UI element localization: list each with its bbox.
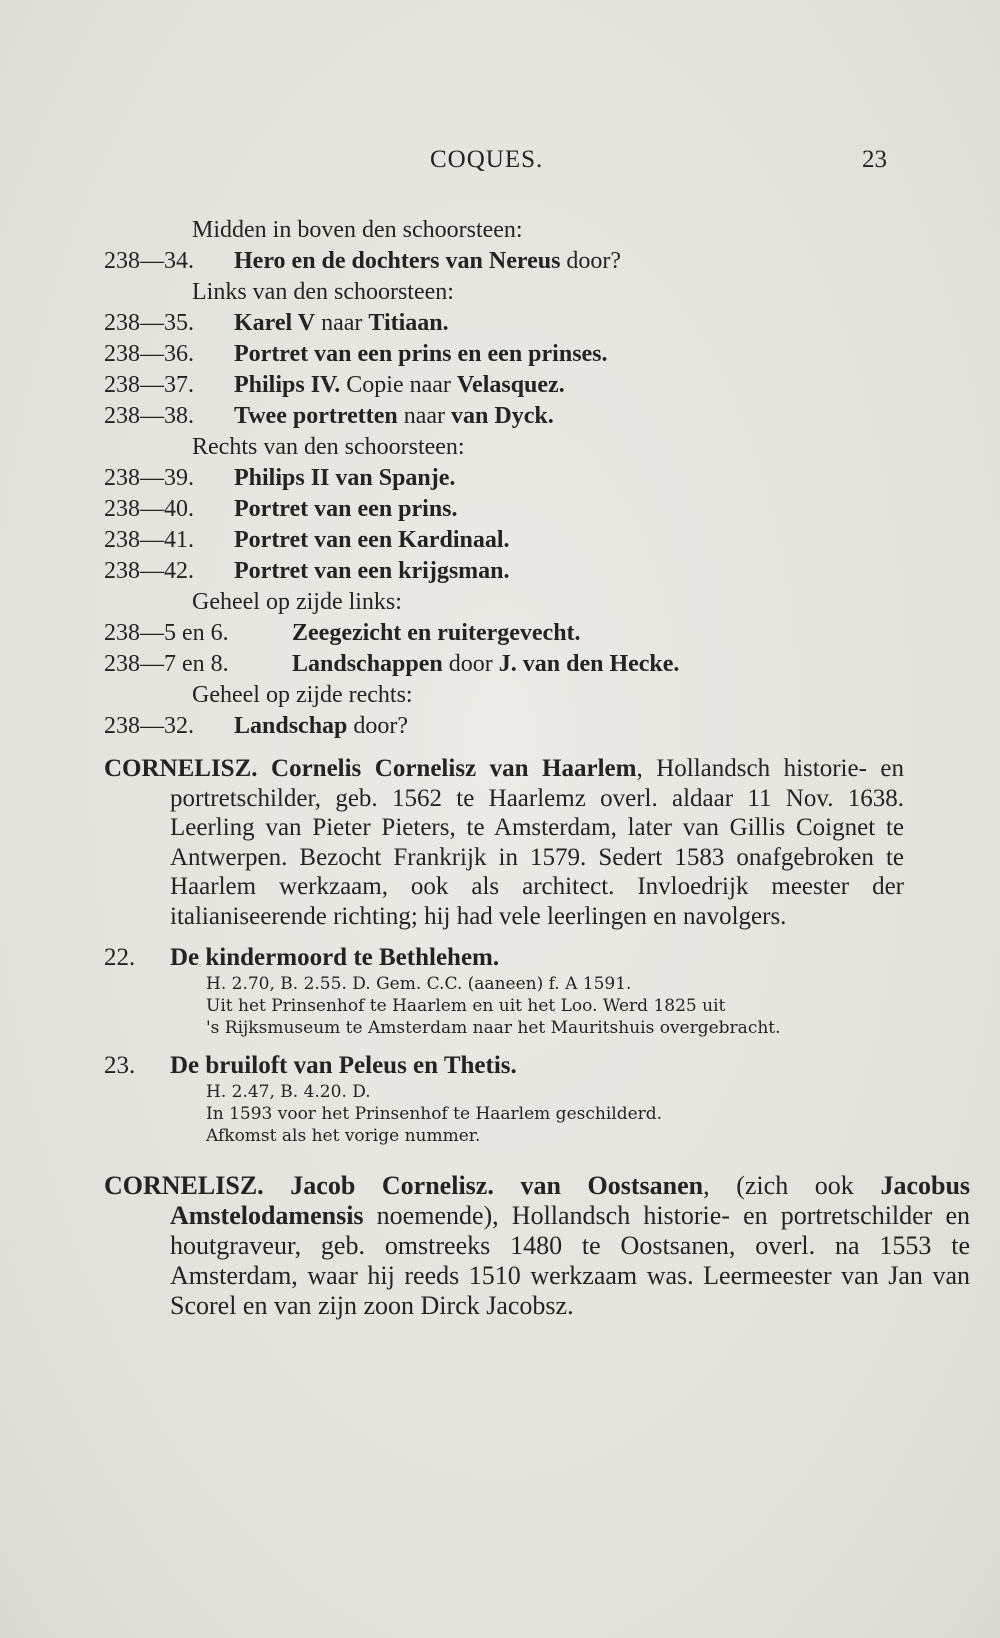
catalog-entry bbox=[104, 556, 904, 587]
lot-number: 238—38. bbox=[104, 403, 194, 429]
artwork-provenance: Afkomst als het vorige nummer. bbox=[206, 1126, 481, 1146]
catalog-entry bbox=[104, 494, 904, 525]
entry-title: Portret van een krijgsman. bbox=[234, 558, 510, 584]
catalog-entry bbox=[104, 401, 904, 432]
running-head: COQUES. bbox=[430, 146, 544, 173]
entry-title: Landschappen bbox=[292, 651, 443, 677]
artwork-provenance: 's Rijksmuseum te Amsterdam naar het Mauritshuis overgebracht. bbox=[206, 1018, 781, 1038]
entry-title: Landschap bbox=[234, 713, 348, 739]
catalog-entry bbox=[104, 525, 904, 556]
entry-master: J. van den Hecke. bbox=[498, 651, 680, 677]
catalog-entry bbox=[104, 463, 904, 494]
catalog-entry bbox=[104, 308, 904, 339]
artist-surname: CORNELISZ. bbox=[104, 755, 258, 782]
artist-surname: CORNELISZ. bbox=[104, 1171, 264, 1200]
artist-entry bbox=[104, 1171, 970, 1321]
section-heading-links: Links van den schoorsteen: bbox=[192, 279, 454, 305]
entry-title: Philips IV. bbox=[234, 372, 341, 398]
entry-master: Velasquez. bbox=[456, 372, 565, 398]
entry-attribution: door? bbox=[347, 713, 409, 739]
artwork-number: 23. bbox=[104, 1052, 136, 1079]
entry-title: Portret van een prins. bbox=[234, 496, 458, 522]
lot-number: 238—5 en 6. bbox=[104, 620, 229, 646]
artwork-details: H. 2.47, B. 4.20. D. bbox=[206, 1082, 371, 1102]
page-body bbox=[104, 215, 971, 1321]
page-header bbox=[0, 146, 1000, 176]
catalog-entry bbox=[104, 339, 904, 370]
catalog-entry bbox=[104, 618, 904, 649]
entry-title: Philips II van Spanje. bbox=[234, 465, 456, 491]
lot-number: 238—32. bbox=[104, 713, 194, 739]
catalog-entry bbox=[104, 711, 904, 742]
entry-connector: door bbox=[442, 651, 499, 677]
lot-number: 238—35. bbox=[104, 310, 194, 336]
catalog-entry bbox=[104, 649, 904, 680]
artist-biography: noemende), Hollandsch historie- en portretschilder en houtgraveur, geb. omstreeks 1480 te Oostsanen, overl. na 1553 te Amsterdam, waar hij reeds 1510 werkzaam was. Leermeester van Jan van Scorel en van zijn zoon Dirck Jacobsz. bbox=[170, 1201, 970, 1320]
artwork-heading bbox=[104, 1051, 904, 1081]
lot-number: 238—7 en 8. bbox=[104, 651, 229, 677]
entry-title: Portret van een Kardinaal. bbox=[234, 527, 510, 553]
entry-title: Karel V bbox=[234, 310, 316, 336]
lot-number: 238—36. bbox=[104, 341, 194, 367]
artist-full-name: Jacob Cornelisz. van Oostsanen bbox=[290, 1171, 704, 1200]
entry-master: Titiaan. bbox=[368, 310, 449, 336]
artist-entry bbox=[104, 754, 904, 931]
entry-connector: naar bbox=[315, 310, 369, 336]
entry-connector: naar bbox=[397, 403, 452, 429]
artist-full-name: Cornelis Cornelisz van Haarlem bbox=[271, 755, 637, 782]
lot-number: 238—41. bbox=[104, 527, 194, 553]
entry-title: Zeegezicht en ruitergevecht. bbox=[292, 620, 581, 646]
artwork-heading bbox=[104, 943, 904, 973]
entry-master: van Dyck. bbox=[451, 403, 554, 429]
artwork-title: De bruiloft van Peleus en Thetis. bbox=[170, 1052, 517, 1079]
section-heading-zijde-rechts: Geheel op zijde rechts: bbox=[192, 682, 413, 708]
section-heading-zijde-links: Geheel op zijde links: bbox=[192, 589, 402, 615]
entry-attribution: door? bbox=[560, 248, 622, 274]
artist-biography: , Hollandsch historie- en portretschilder, geb. 1562 te Haarlemz overl. aldaar 11 Nov. 1638. Leerling van Pieter Pieters, te Amsterdam, later van Gillis Coignet te Antwerpen. Bezocht Frankrijk in 1579. Sedert 1583 onafgebroken te Haarlem werkzaam, ook als architect. Invloedrijk meester der italianiseerende richting; hij had vele leerlingen en navolgers. bbox=[170, 755, 904, 930]
lot-number: 238—40. bbox=[104, 496, 194, 522]
artwork-details: H. 2.70, B. 2.55. D. Gem. C.C. (aaneen) f. A 1591. bbox=[206, 974, 632, 994]
section-heading-rechts: Rechts van den schoorsteen: bbox=[192, 434, 465, 460]
artwork-number: 22. bbox=[104, 944, 136, 971]
lot-number: 238—39. bbox=[104, 465, 194, 491]
lot-number: 238—37. bbox=[104, 372, 194, 398]
artwork-provenance: Uit het Prinsenhof te Haarlem en uit het Loo. Werd 1825 uit bbox=[206, 996, 726, 1016]
artwork-entry bbox=[104, 943, 904, 1039]
section-heading-midden: Midden in boven den schoorsteen: bbox=[192, 217, 523, 243]
entry-title: Twee portretten bbox=[234, 403, 398, 429]
lot-number: 238—42. bbox=[104, 558, 194, 584]
artwork-title: De kindermoord te Bethlehem. bbox=[170, 944, 500, 971]
artist-alt-name: Jacobus Amstelodamensis bbox=[170, 1171, 971, 1230]
entry-connector: Copie naar bbox=[340, 372, 457, 398]
entry-title: Hero en de dochters van Nereus bbox=[234, 248, 561, 274]
lot-number: 238—34. bbox=[104, 248, 194, 274]
artist-name-note: , (zich ook bbox=[703, 1171, 881, 1200]
page-number: 23 bbox=[862, 146, 887, 173]
artwork-provenance: In 1593 voor het Prinsenhof te Haarlem geschilderd. bbox=[206, 1104, 663, 1124]
artwork-entry bbox=[104, 1051, 904, 1147]
artist-bio-paragraph bbox=[104, 754, 904, 931]
catalog-entry bbox=[104, 246, 904, 277]
entry-title: Portret van een prins en een prinses. bbox=[234, 341, 608, 367]
catalog-entry bbox=[104, 370, 904, 401]
